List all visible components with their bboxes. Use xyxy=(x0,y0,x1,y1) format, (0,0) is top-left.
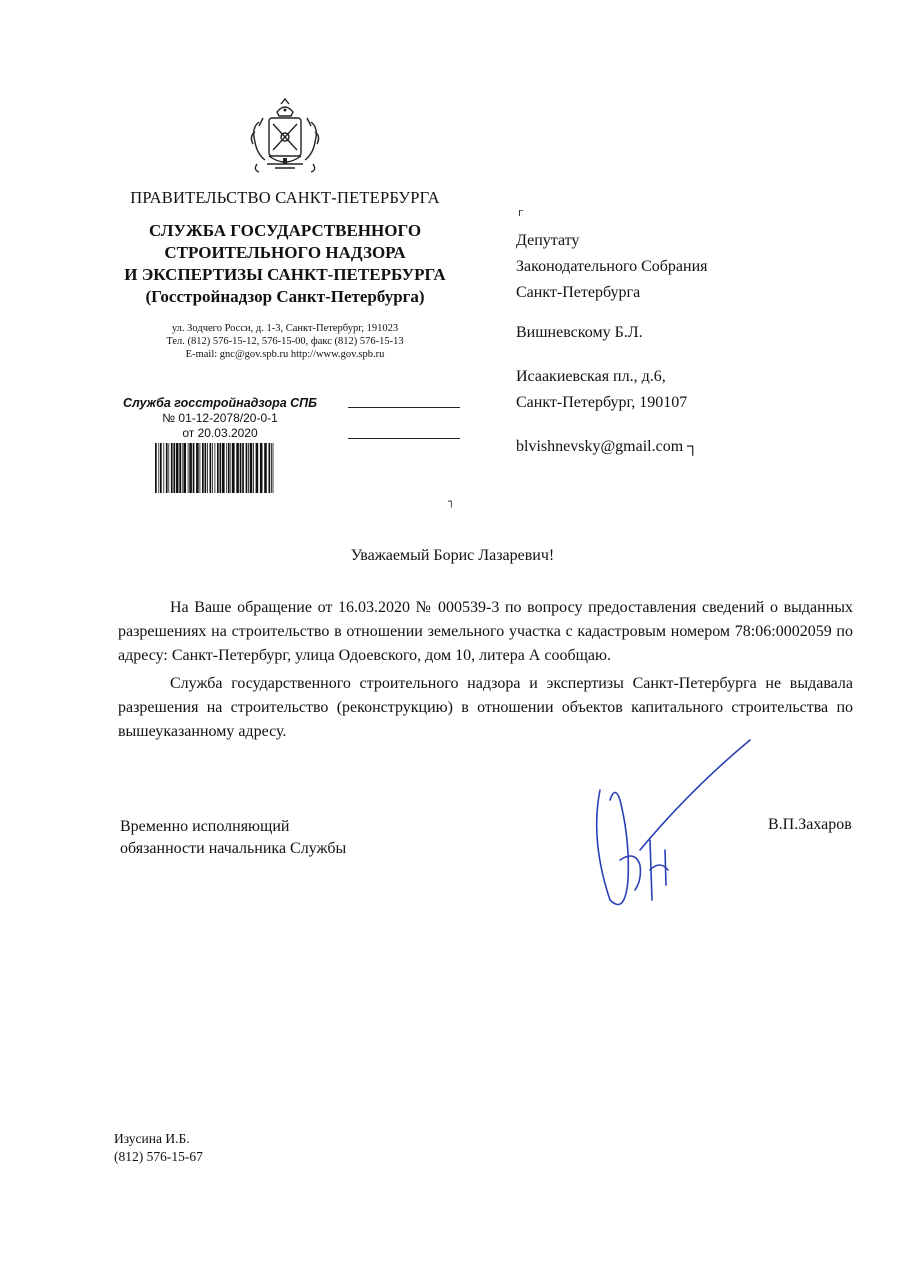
stamp-org: Служба госстройнадзора СПБ xyxy=(122,396,318,410)
signatory-title-line2: обязанности начальника Службы xyxy=(120,840,347,857)
barcode-bar xyxy=(217,443,219,493)
barcode-bar xyxy=(183,443,186,493)
barcode-bar xyxy=(200,443,201,493)
addressee-email xyxy=(516,434,708,460)
barcode-bar xyxy=(246,443,248,493)
barcode-bar xyxy=(230,443,231,493)
barcode-bar xyxy=(168,443,169,493)
barcode-bar xyxy=(242,443,244,493)
barcode-bar xyxy=(212,443,213,493)
signatory-title-line1: Временно исполняющий xyxy=(120,818,290,835)
corner-mark: ┐ xyxy=(687,438,699,455)
barcode-bar xyxy=(256,443,259,493)
barcode-bar xyxy=(188,443,189,493)
barcode-bar xyxy=(250,443,253,493)
executor-info xyxy=(114,1130,203,1166)
reference-line xyxy=(348,407,460,408)
barcode-bar xyxy=(222,443,225,493)
barcode-bar xyxy=(166,443,168,493)
executor-phone: (812) 576-15-67 xyxy=(114,1149,203,1164)
service-name xyxy=(100,220,470,308)
org-phones: Тел. (812) 576-15-12, 576-15-00, факс (812) 576-15-13 xyxy=(166,336,404,347)
executor-name: Изусина И.Б. xyxy=(114,1131,190,1146)
barcode-bar xyxy=(202,443,204,493)
barcode-bar xyxy=(163,443,164,493)
greeting: Уважаемый Борис Лазаревич! xyxy=(350,547,555,564)
barcode-bar xyxy=(264,443,267,493)
barcode-bar xyxy=(273,443,274,493)
barcode-bar xyxy=(220,443,222,493)
signatory-title xyxy=(120,816,346,860)
service-name-line3: И ЭКСПЕРТИЗЫ САНКТ-ПЕТЕРБУРГА xyxy=(124,265,446,284)
barcode-bar xyxy=(189,443,192,493)
barcode-bar xyxy=(228,443,230,493)
contact-info xyxy=(100,322,470,361)
barcode-bar xyxy=(271,443,272,493)
barcode-bar xyxy=(232,443,235,493)
addressee-name: Вишневскому Б.Л. xyxy=(516,324,643,341)
org-address: ул. Зодчего Росси, д. 1-3, Санкт-Петербург, 191023 xyxy=(171,323,399,334)
stamp-number: № 01-12-2078/20-0-1 xyxy=(162,411,278,425)
barcode-bar xyxy=(171,443,173,493)
barcode-bar xyxy=(173,443,175,493)
addressee-address: Санкт-Петербург, 190107 xyxy=(516,394,688,411)
addressee-email-text: blvishnevsky@gmail.com xyxy=(516,438,684,455)
paragraph: Служба государственного строительного надзора и экспертизы Санкт-Петербурга не выдавала разрешения на строительство (реконструкцию) в отношении объектов капитального строительства по вышеуказанному адресу. xyxy=(118,675,853,740)
corner-mark: г xyxy=(518,206,524,219)
barcode-bar xyxy=(260,443,263,493)
barcode-bar xyxy=(236,443,239,493)
addressee-address: Исаакиевская пл., д.6, xyxy=(516,368,666,385)
barcode-bar xyxy=(196,443,199,493)
barcode-bar xyxy=(182,443,183,493)
signatory-name: В.П.Захаров xyxy=(768,816,852,833)
barcode-bar xyxy=(207,443,208,493)
reference-line xyxy=(348,438,460,439)
barcode-bar xyxy=(269,443,271,493)
barcode-icon xyxy=(155,443,275,493)
barcode-bar xyxy=(158,443,159,493)
signature-icon xyxy=(580,730,760,920)
addressee-position: Законодательного Собрания xyxy=(516,258,708,275)
barcode-bar xyxy=(176,443,179,493)
service-name-line2: СТРОИТЕЛЬНОГО НАДЗОРА xyxy=(164,243,406,262)
barcode-bar xyxy=(215,443,216,493)
barcode-bar xyxy=(210,443,212,493)
paragraph: На Ваше обращение от 16.03.2020 № 000539-3 по вопросу предоставления сведений о выданных разрешениях на строительство в отношении земельного участка с кадастровым номером 78:06:0002059 по адресу: Санкт-Петербург, улица Одоевского, дом 10, литера А сообщаю. xyxy=(118,599,853,664)
barcode-bar xyxy=(248,443,249,493)
barcode-bar xyxy=(253,443,254,493)
letter-body xyxy=(118,596,853,744)
government-name: ПРАВИТЕЛЬСТВО САНКТ-ПЕТЕРБУРГА xyxy=(130,188,440,207)
barcode-bar xyxy=(193,443,195,493)
org-email-web: E-mail: gnc@gov.spb.ru http://www.gov.spb.ru xyxy=(185,349,385,360)
stamp-date: от 20.03.2020 xyxy=(182,426,258,440)
barcode-bar xyxy=(205,443,207,493)
corner-mark: ┐ xyxy=(448,495,455,508)
barcode-bar xyxy=(160,443,162,493)
addressee-position: Депутату xyxy=(516,232,580,249)
registration-stamp xyxy=(100,396,340,441)
service-name-line1: СЛУЖБА ГОСУДАРСТВЕННОГО xyxy=(148,221,422,240)
service-short-name: (Госстройнадзор Санкт-Петербурга) xyxy=(145,287,425,306)
addressee-position: Санкт-Петербурга xyxy=(516,284,641,301)
barcode-bar xyxy=(155,443,157,493)
addressee-block xyxy=(516,228,708,460)
barcode-bar xyxy=(226,443,227,493)
barcode-bar xyxy=(179,443,181,493)
barcode-bar xyxy=(240,443,242,493)
coat-of-arms-icon xyxy=(245,98,325,176)
